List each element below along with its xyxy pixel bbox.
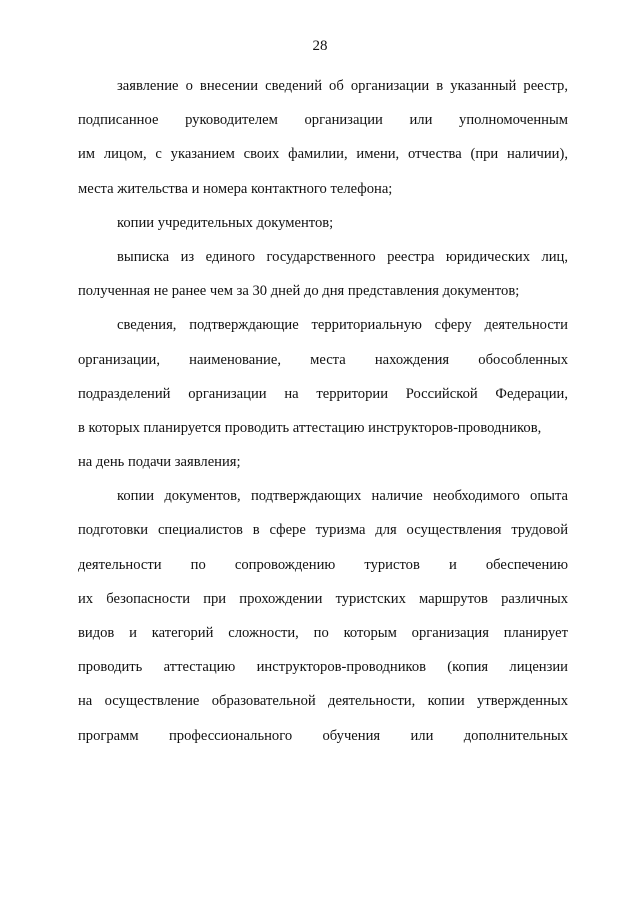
text-line: им лицом, с указанием своих фамилии, имени, отчества (при наличии), xyxy=(78,146,568,163)
text-line: подписанное руководителем организации или уполномоченным xyxy=(78,112,568,129)
text-line: программ профессионального обучения или дополнительных xyxy=(78,727,568,744)
text-line: проводить аттестацию инструкторов-проводников (копия лицензии xyxy=(78,659,568,676)
page-number: 28 xyxy=(312,38,328,54)
text-line: на осуществление образовательной деятельности, копии утвержденных xyxy=(78,693,568,710)
text-line: полученная не ранее чем за 30 дней до дня представления документов; xyxy=(78,283,520,300)
document-body xyxy=(78,69,568,753)
text-line: места жительства и номера контактного телефона; xyxy=(78,180,393,197)
text-line: копии учредительных документов; xyxy=(117,214,334,231)
text-line: подразделений организации на территории Российской Федерации, xyxy=(78,385,568,402)
text-line: видов и категорий сложности, по которым организация планирует xyxy=(78,625,568,641)
text-line: сведения, подтверждающие территориальную сферу деятельности xyxy=(117,317,568,334)
text-line: их безопасности при прохождении туристских маршрутов различных xyxy=(78,590,568,607)
text-line: организации, наименование, места нахождения обособленных xyxy=(78,351,568,368)
text-line: заявление о внесении сведений об организации в указанный реестр, xyxy=(117,78,568,94)
text-line: на день подачи заявления; xyxy=(78,454,241,471)
text-line: выписка из единого государственного реестра юридических лиц, xyxy=(117,248,568,265)
text-line: подготовки специалистов в сфере туризма для осуществления трудовой xyxy=(78,522,568,539)
text-line: копии документов, подтверждающих наличие необходимого опыта xyxy=(117,488,568,505)
text-line: деятельности по сопровождению туристов и обеспечению xyxy=(78,556,568,573)
text-line: в которых планируется проводить аттестацию инструкторов-проводников, xyxy=(78,419,542,436)
